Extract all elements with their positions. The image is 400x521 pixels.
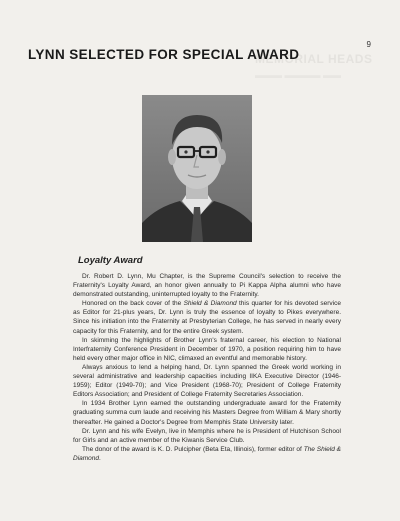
paragraph: Honored on the back cover of the Shield & Diamond this quarter for his devoted service as Editor for 21-plus years, Dr. Lynn is truly the essence of loyalty to Pikes everywhere. Since his initiation into the Fraternity at Presbyterian College, he has served in nearly every capacity for this Fraternity, and for the entire Greek system. — [73, 300, 341, 335]
paragraph: In 1934 Brother Lynn earned the outstanding undergraduate award for the Fraternity graduating summa cum laude and receiving his Masters Degree from William & Mary shortly thereafter. He gained a Doctor's Degree from Memphis State University later. — [73, 400, 341, 426]
show-through-text: MEMORIAL HEADS — [255, 52, 373, 66]
section-title: Loyalty Award — [78, 255, 143, 266]
article-body — [73, 272, 341, 463]
paragraph: Dr. Robert D. Lynn, Mu Chapter, is the Supreme Council's selection to receive the Fraternity's Loyalty Award, an honor given annually to Pi Kappa Alpha alumni who have demonstrated outstanding, uninterrupted loyalty to the Fraternity. — [73, 273, 341, 299]
paragraph: In skimming the highlights of Brother Lynn's fraternal career, his election to National Interfraternity Conference President in December of 1970, a position requiring him to have held every other major office in NIC, climaxed an eventful and memorable history. — [73, 336, 341, 362]
portrait-photo-graphic — [142, 95, 252, 242]
page-number: 9 — [366, 40, 371, 49]
paragraph: The donor of the award is K. D. Pulcipher (Beta Eta, Illinois), former editor of The Shield & Diamond. — [73, 445, 341, 462]
show-through-text: ▬▬▬ ▬▬▬▬ ▬▬ — [255, 70, 342, 80]
paragraph: Always anxious to lend a helping hand, Dr. Lynn spanned the Greek world working in several administrative and leadership capacities including IIKA Executive Director (1946-1959); Editor (1949-70); and Vice President (1968-70); President of College Fraternity Editors Association; and President of College Fraternity Secretaries Association. — [73, 363, 341, 399]
paragraph: Dr. Lynn and his wife Evelyn, live in Memphis where he is President of Hutchison School for Girls and an active member of the Kiwanis Service Club. — [73, 427, 341, 444]
portrait-photo — [142, 95, 252, 242]
headline: LYNN SELECTED FOR SPECIAL AWARD — [28, 47, 300, 62]
